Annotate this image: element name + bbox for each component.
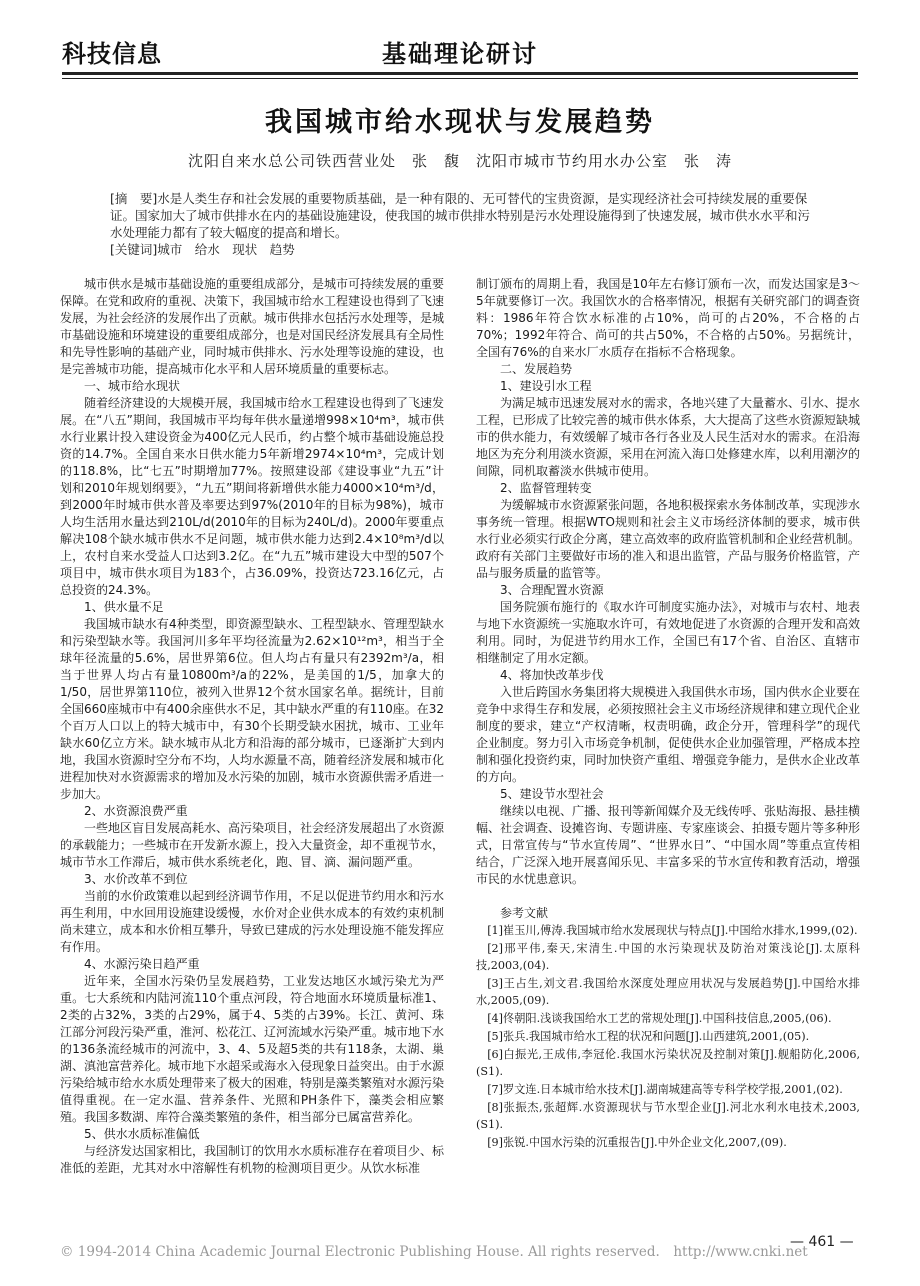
spacer (476, 888, 860, 905)
header-rule-thin (62, 78, 858, 79)
paragraph: 一些地区盲目发展高耗水、高污染项目，社会经济发展超出了水资源的承载能力；一些城市在开发新水源上，投入大量资金，却不重视节水，城市节水工作滞后，城市供水系统老化，跑、冒、滴、漏问题严重。 (60, 821, 445, 869)
paragraph: 制订颁布的周期上看，我国是10年左右修订颁布一次，而发达国家是3～5年就要修订一次。我国饮水的合格率情况，根据有关研究部门的调查资料：1986年符合饮水标准的占10%，尚可的占20%，不合格的占70%；1992年符合、尚可的共占50%，不合格的占50%。另据统计，全国有76%的自来水厂水质存在指标不合格现象。 (476, 277, 860, 359)
reference-item: [2]邢平伟,秦天,宋清生.中国的水污染现状及防治对策浅论[J].太原科技,2003,(04). (476, 942, 860, 972)
page-number: — 461 — (790, 1234, 854, 1250)
article-title: 我国城市给水现状与发展趋势 (265, 107, 655, 138)
right-column (476, 276, 860, 1152)
subsection-heading: 1、供水量不足 (84, 600, 164, 614)
reference-item: [9]张锐.中国水污染的沉重报告[J].中外企业文化,2007,(09). (487, 1136, 787, 1149)
reference-item: [1]崔玉川,傅涛.我国城市给水发展现状与特点[J].中国给水排水,1999,(02). (487, 924, 858, 937)
subsection-heading: 2、水资源浪费严重 (84, 804, 188, 818)
section-heading: 二、发展趋势 (500, 362, 573, 376)
reference-item: [6]白振光,王成伟,李冠伦.我国水污染状况及控制对策[J].舰船防化,2006,(S1). (476, 1048, 860, 1078)
journal-name: 科技信息 (62, 40, 162, 68)
reference-item: [5]张兵.我国城市给水工程的状况和问题[J].山西建筑,2001,(05). (487, 1030, 810, 1043)
subsection-heading: 2、监督管理转变 (500, 481, 592, 495)
section-heading: 一、城市给水现状 (84, 379, 181, 393)
subsection-heading: 5、建设节水型社会 (500, 787, 604, 801)
paragraph: 与经济发达国家相比，我国制订的饮用水水质标准存在着项目少、标准低的差距，尤其对水中溶解性有机物的检测项目更少。从饮水标准 (60, 1144, 445, 1175)
paragraph: 我国城市缺水有4种类型，即资源型缺水、工程型缺水、管理型缺水和污染型缺水等。我国河川多年平均径流量为2.62×10¹²m³，相当于全球年径流量的5.6%，居世界第6位。但人均占有量只有2392m³/a，相当于世界人均占有量10800m³/a的22%，是美国的1/5，加拿大的1/50，居世界第110位，被列入世界12个贫水国家名单。据统计，目前全国660座城市中有400余座供水不足，其中缺水严重的有110座。在32个百万人口以上的特大城市中，有30个长期受缺水困扰，城市、工业年缺水60亿立方米。缺水城市从北方和沿海的部分城市，已逐渐扩大到内地，我国水资源时空分布不均，人均水源量不高，随着经济发展和城市化进程加快对水资源需求的增加及水污染的加剧，城市水资源供需矛盾进一步加大。 (60, 617, 445, 801)
reference-item: [7]罗文连.日本城市给水技术[J].湖南城建高等专科学校学报,2001,(02). (487, 1083, 843, 1096)
abstract-block (110, 190, 820, 258)
paragraph: 入世后跨国水务集团将大规模进入我国供水市场，国内供水企业要在竞争中求得生存和发展，必须按照社会主义市场经济规律和建立现代企业制度的要求，建立“产权清晰，权责明确，政企分开，管理科学”的现代企业制度。努力引入市场竞争机制，促使供水企业加强管理，严格成本控制和强化投资约束，同时加快资产重组、增强竞争能力，是供水企业改革的方向。 (476, 685, 861, 784)
paragraph: 为缓解城市水资源紧张问题，各地积极探索水务体制改革，实现涉水事务统一管理。根据WTO规则和社会主义市场经济体制的要求，城市供水行业必须实行政企分离，建立高效率的政府监管机制和企业经营机制。政府有关部门主要做好市场的准入和退出监管，产品与服务价格监管，产品与服务质量的监管等。 (476, 498, 861, 580)
abstract-text: [摘 要]水是人类生存和社会发展的重要物质基础，是一种有限的、无可替代的宝贵资源，是实现经济社会可持续发展的重要保证。国家加大了城市供排水在内的基础设施建设，使我国的城市供排水特别是污水处理设施得到了快速发展，城市供水水平和污水处理能力都有了较大幅度的提高和增长。 (110, 191, 811, 240)
paragraph: 随着经济建设的大规模开展，我国城市给水工程建设也得到了飞速发展。在“八五”期间，我国城市平均每年供水量递增998×10⁴m³，城市供水行业累计投入建设资金为400亿元人民币，约占整个城市基础设施总投资的14.7%。全国自来水日供水能力5年新增2974×10⁴m³，完成计划的118.8%，比“七五”时期增加77%。按照建设部《建设事业“九五”计划和2010年规划纲要》，“九五”期间将新增供水能力4000×10⁴m³/d，到2000年时城市供水普及率要达到97%(2010年的目标为98%)，城市人均生活用水量达到210L/d(2010年的目标为240L/d)。2000年要重点解决108个缺水城市供水不足问题，城市供水能力达到2.4×10⁸m³/d以上，农村自来水受益人口达到3.2亿。在“九五”城市建设大中型的507个项目中，城市供水项目为183个，占36.09%，投资达723.16亿元，占总投资的24.3%。 (60, 396, 445, 597)
left-column (60, 276, 444, 1177)
paragraph: 城市供水是城市基础设施的重要组成部分，是城市可持续发展的重要保障。在党和政府的重视、决策下，我国城市给水工程建设也得到了飞速发展，为社会经济的发展作出了贡献。城市供排水包括污水处理等，是城市基础设施和环境建设的重要组成部分，也是对国民经济发展具有全局性和先导性影响的基础产业，同时城市供排水、污水处理等设施的建设，也是完善城市功能，提高城市化水平和人居环境质量的重要标志。 (60, 277, 445, 376)
subsection-heading: 1、建设引水工程 (500, 379, 592, 393)
paragraph: 继续以电视、广播、报刊等新闻媒介及无线传呼、张贴海报、悬挂横幅、社会调查、设摊咨询、专题讲座、专家座谈会、拍摄专题片等多种形式，日常宣传与“节水宣传周”、“世界水日”、“中国水周”等重点宣传相结合，广泛深入地开展喜闻乐见、丰富多采的节水宣传和教育活动，增强市民的水忧患意识。 (476, 804, 861, 886)
paragraph: 近年来，全国水污染仍呈发展趋势，工业发达地区水域污染尤为严重。七大系统和内陆河流110个重点河段，符合地面水环境质量标准1、2类的占32%，3类的占29%，属于4、5类的占39%。长江、黄河、珠江部分河段污染严重，淮河、松花江、辽河流域水污染严重。城市地下水的136条流经城市的河流中，3、4、5及超5类的共有118条，太湖、巢湖、滇池富营养化。城市地下水超采或海水入侵现象日益突出。由于水源污染给城市给水水质处理带来了极大的困难，特别是藻类繁殖对水源污染值得重视。在一定水温、营养条件、光照和PH条件下，藻类会相应繁殖。我国多数湖、库符合藻类繁殖的条件，相当部分已属富营养化。 (60, 974, 445, 1124)
keywords-text: [关键词]城市 给水 现状 趋势 (110, 242, 295, 257)
paragraph: 为满足城市迅速发展对水的需求，各地兴建了大量蓄水、引水、提水工程，已形成了比较完善的城市供水体系，大大提高了这些水资源短缺城市的供水能力，有效缓解了城市各行各业及人民生活对水的需求。在沿海地区为充分利用淡水资源，采用在河流入海口处修建水库，以利用潮汐的间隙，同机取蓄淡水供城市使用。 (476, 396, 861, 478)
paragraph: 国务院颁布施行的《取水许可制度实施办法》，对城市与农村、地表与地下水资源统一实施取水许可，有效地促进了水资源的合理开发和高效利用。同时，为促进节约用水工作，全国已有17个省、自治区、直辖市相继制定了用水定额。 (476, 600, 861, 665)
subsection-heading: 4、将加快改革步伐 (500, 668, 604, 682)
article-authors: 沈阳自来水总公司铁西营业处 张 馥 沈阳市城市节约用水办公室 张 涛 (187, 152, 732, 170)
references-title: 参考文献 (500, 906, 549, 920)
header-rule (62, 72, 858, 75)
reference-item: [3]王占生,刘文君.我国给水深度处理应用状况与发展趋势[J].中国给水排水,2005,(09). (476, 977, 860, 1007)
column-title: 基础理论研讨 (382, 40, 538, 68)
paragraph: 当前的水价政策难以起到经济调节作用，不足以促进节约用水和污水再生利用，中水回用设施建设缓慢，水价对企业供水成本的有效约束机制尚未建立，成本和水价相互攀升，导致已建成的污水处理设施不能发挥应有作用。 (60, 889, 445, 954)
subsection-heading: 4、水源污染日趋严重 (84, 957, 200, 971)
copyright-notice: © 1994-2014 China Academic Journal Electronic Publishing House. All rights reserved. http://www.cnki.net (60, 1244, 808, 1260)
subsection-heading: 3、水价改革不到位 (84, 872, 188, 886)
subsection-heading: 5、供水水质标准偏低 (84, 1127, 200, 1141)
reference-item: [4]佟朝阳.浅谈我国给水工艺的常规处理[J].中国科技信息,2005,(06). (487, 1012, 832, 1025)
subsection-heading: 3、合理配置水资源 (500, 583, 604, 597)
reference-item: [8]张振杰,张超辉.水资源现状与节水型企业[J].河北水利水电技术,2003,(S1). (476, 1101, 860, 1131)
